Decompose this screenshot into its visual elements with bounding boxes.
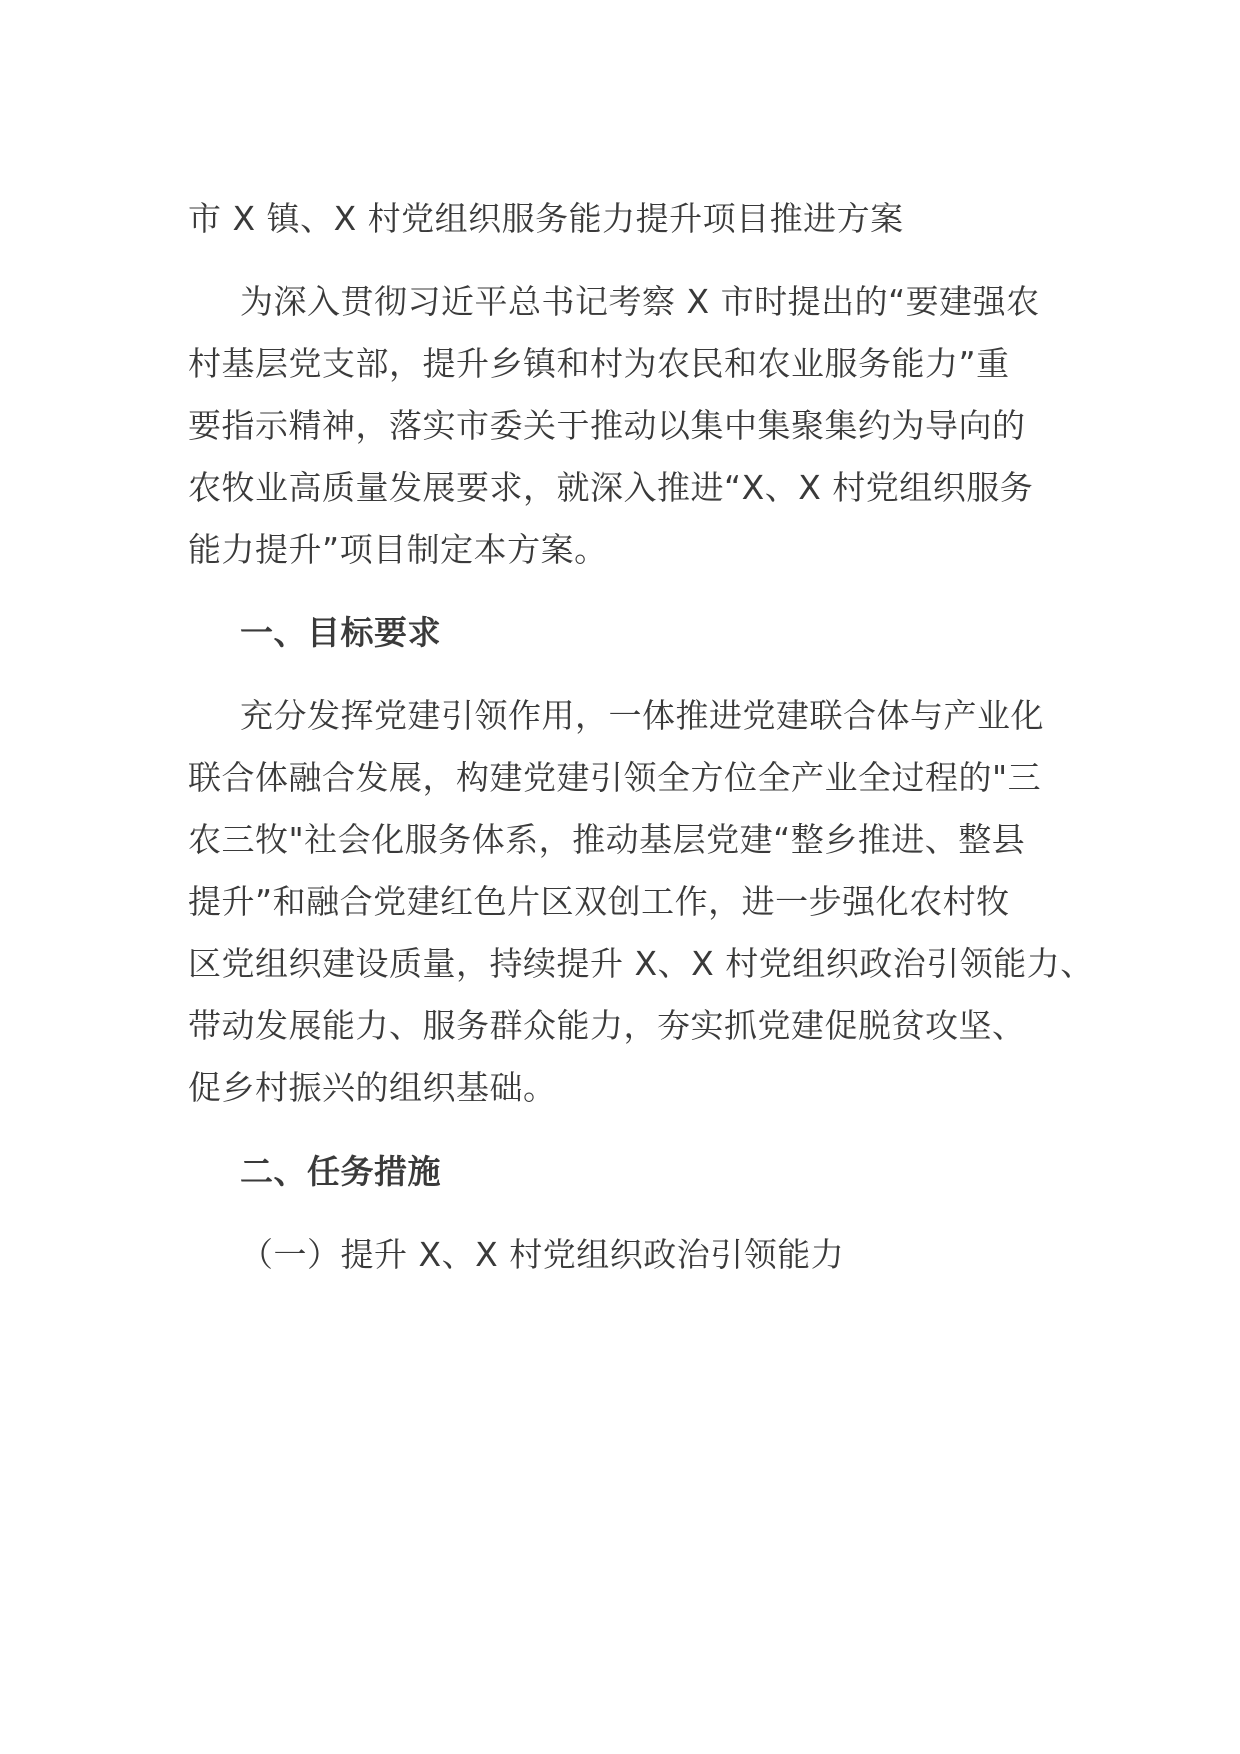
document-title: 市 X 镇、X 村党组织服务能力提升项目推进方案 (188, 199, 904, 238)
paragraph-line: 带动发展能力、服务群众能力，夯实抓党建促脱贫攻坚、 (188, 1006, 1026, 1045)
section-heading: 一、目标要求 (240, 613, 441, 652)
paragraph-line: 充分发挥党建引领作用，一体推进党建联合体与产业化 (240, 696, 1044, 735)
paragraph-line: 促乡村振兴的组织基础。 (188, 1068, 557, 1107)
paragraph-line: 农三牧"社会化服务体系，推动基层党建“整乡推进、整县 (188, 820, 1026, 859)
paragraph-line: 农牧业高质量发展要求，就深入推进“X、X 村党组织服务 (188, 468, 1034, 507)
section-heading: 二、任务措施 (240, 1152, 441, 1191)
paragraph-line: 为深入贯彻习近平总书记考察 X 市时提出的“要建强农 (240, 282, 1040, 321)
paragraph-line: 联合体融合发展，构建党建引领全方位全产业全过程的"三 (188, 758, 1042, 797)
paragraph-line: 提升”和融合党建红色片区双创工作，进一步强化农村牧 (188, 882, 1010, 921)
paragraph-line: 要指示精神，落实市委关于推动以集中集聚集约为导向的 (188, 406, 1026, 445)
paragraph-line: 能力提升”项目制定本方案。 (188, 530, 608, 569)
paragraph-line: 村基层党支部，提升乡镇和村为农民和农业服务能力”重 (188, 344, 1010, 383)
paragraph-line: 区党组织建设质量，持续提升 X、X 村党组织政治引领能力、 (188, 944, 1094, 983)
subsection-heading: （一）提升 X、X 村党组织政治引领能力 (240, 1235, 845, 1274)
